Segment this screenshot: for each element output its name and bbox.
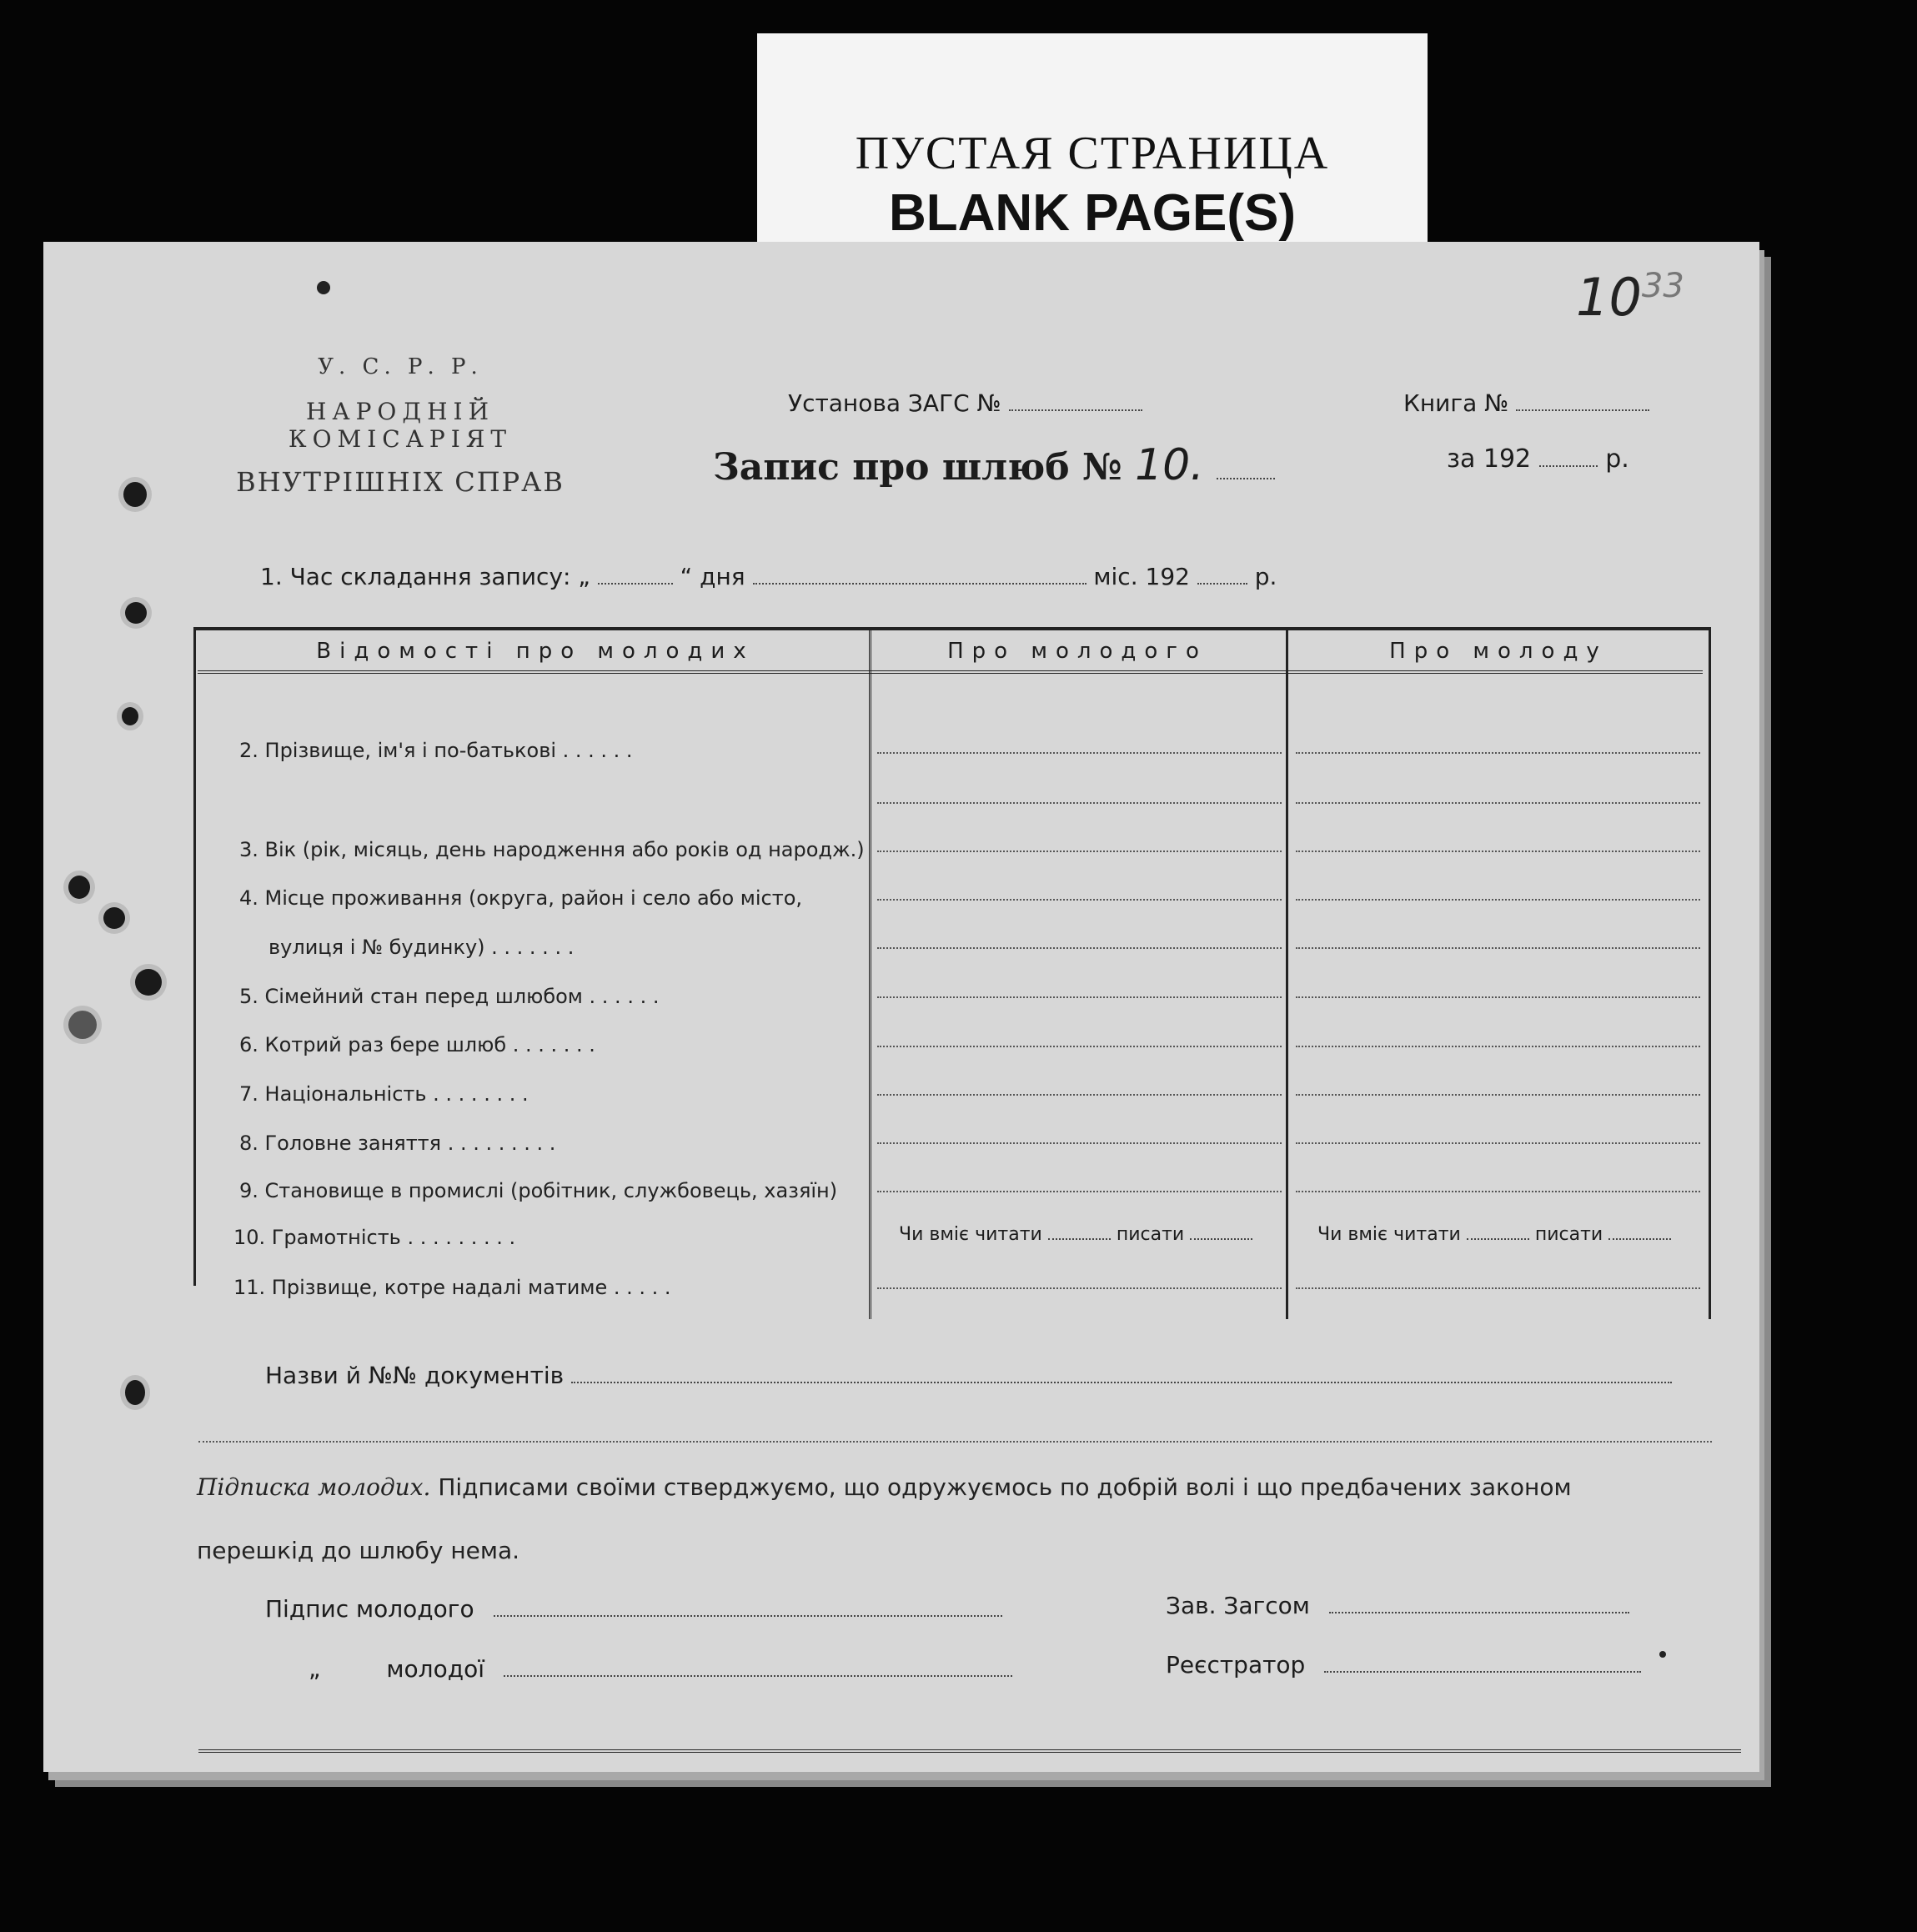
row-marital-status: 5. Сімейний стан перед шлюбом . . . . . . (239, 985, 660, 1008)
punch-hole (68, 1011, 97, 1039)
documents-field (265, 1362, 1672, 1389)
year-field (1447, 444, 1629, 474)
year-suffix: р. (1605, 444, 1629, 474)
groom-fill-line (877, 1046, 1282, 1047)
punch-hole (125, 1380, 145, 1405)
year-label: за 192 (1447, 444, 1532, 474)
groom-signature-label: Підпис молодого (265, 1595, 474, 1623)
bride-signature-field (309, 1655, 1012, 1683)
zags-office-field (788, 389, 1142, 417)
slip-english-label: BLANK PAGE(S) (889, 184, 1296, 242)
groom-fill-line (877, 802, 1282, 804)
bride-fill-line (1296, 947, 1700, 949)
bride-fill-line (1296, 851, 1700, 852)
bride-can-read-label: Чи вміє читати (1317, 1224, 1461, 1245)
record-title-label: Запис про шлюб № (713, 446, 1122, 489)
month-blank (753, 583, 1086, 585)
groom-fill-line (877, 752, 1282, 754)
row-future-surname: 11. Прізвище, котре надалі матиме . . . . . (233, 1276, 671, 1299)
row-industry-status: 9. Становище в промислі (робітник, службовець, хазяїн) (239, 1179, 838, 1202)
record-year-suffix: р. (1254, 563, 1277, 590)
bride-read-blank (1467, 1238, 1529, 1240)
header-info: Відомості про молодих (316, 639, 755, 664)
book-label: Книга № (1403, 389, 1509, 417)
bride-fill-line (1296, 996, 1700, 998)
bride-fill-line (1296, 1287, 1700, 1289)
groom-fill-line (877, 947, 1282, 949)
punch-hole (68, 876, 90, 899)
punch-hole (125, 602, 147, 624)
page-number-main: 10 (1576, 267, 1642, 328)
page-number-superscript: 33 (1641, 267, 1684, 305)
day-label: “ дня (680, 563, 745, 590)
book-field (1403, 389, 1649, 417)
country-label: У. С. Р. Р. (318, 354, 483, 379)
ink-speck (317, 281, 330, 294)
groom-fill-line (877, 899, 1282, 901)
blank-page-slip (757, 33, 1428, 250)
bride-fill-line (1296, 752, 1700, 754)
zags-office-label: Установа ЗАГС № (788, 389, 1001, 417)
groom-read-blank (1048, 1238, 1111, 1240)
groom-fill-line (877, 996, 1282, 998)
commissariat-label: НАРОДНІЙ КОМІСАРІЯТ (288, 398, 513, 453)
bride-fill-line (1296, 1094, 1700, 1096)
head-signature-blank (1329, 1612, 1629, 1613)
row-literacy: 10. Грамотність . . . . . . . . . (233, 1226, 516, 1249)
declaration-line-1 (197, 1473, 1714, 1501)
issuing-authority (204, 354, 596, 498)
declaration-line-2: перешкід до шлюбу нема. (197, 1537, 520, 1564)
year-blank (1539, 465, 1598, 467)
ditto-mark: „ (309, 1655, 321, 1683)
column-divider-groom (869, 627, 871, 1319)
day-blank (598, 583, 673, 585)
bride-signature-label: молодої (386, 1655, 484, 1683)
header-rule (198, 670, 1703, 674)
groom-literacy (899, 1224, 1252, 1245)
groom-fill-line (877, 1287, 1282, 1289)
documents-label: Назви й №№ документів (265, 1362, 565, 1389)
ink-speck (1659, 1651, 1666, 1658)
row-age: 3. Вік (рік, місяць, день народження або років од народж.) (239, 838, 865, 861)
groom-fill-line (877, 1094, 1282, 1096)
header-bride: Про молоду (1389, 639, 1608, 664)
month-label: міс. 192 (1093, 563, 1190, 590)
book-blank (1516, 409, 1649, 411)
record-time-label: 1. Час складання запису: „ (260, 563, 590, 590)
groom-fill-line (877, 1142, 1282, 1144)
row-residence: 4. Місце проживання (округа, район і село або місто, (239, 886, 803, 910)
declaration-text: Підписами своїми стверджуємо, що одружуємось по добрій волі і що предбачених законом (438, 1473, 1572, 1501)
spouses-info-table (193, 627, 1711, 1319)
groom-write-blank (1190, 1238, 1252, 1240)
documents-blank (571, 1382, 1672, 1383)
groom-fill-line (877, 851, 1282, 852)
head-signature-label: Зав. Загсом (1166, 1592, 1310, 1619)
punch-hole (135, 969, 162, 996)
table-left-border (193, 627, 196, 1286)
punch-hole (103, 907, 125, 929)
handwritten-page-number (1576, 267, 1684, 328)
groom-signature-blank (494, 1615, 1002, 1617)
punch-hole (122, 707, 138, 725)
bottom-border (198, 1749, 1741, 1753)
registrar-signature-label: Реєстратор (1166, 1651, 1306, 1679)
record-title (713, 440, 1275, 490)
slip-russian-label: ПУСТАЯ СТРАНИЦА (855, 128, 1330, 179)
row-nationality: 7. Національність . . . . . . . . (239, 1082, 529, 1106)
department-label: ВНУТРІШНІХ СПРАВ (236, 466, 565, 498)
bride-fill-line (1296, 1142, 1700, 1144)
head-signature-field (1166, 1592, 1629, 1619)
row-marriage-count: 6. Котрий раз бере шлюб . . . . . . . (239, 1033, 595, 1056)
registrar-signature-field (1166, 1651, 1641, 1679)
bride-write-blank (1608, 1238, 1671, 1240)
bride-fill-line (1296, 899, 1700, 901)
record-number-handwritten: 10. (1135, 440, 1204, 490)
record-number-blank (1217, 478, 1275, 479)
table-top-border (193, 627, 1711, 630)
groom-can-write-label: писати (1116, 1224, 1185, 1245)
groom-fill-line (877, 1191, 1282, 1192)
bride-fill-line (1296, 802, 1700, 804)
zags-office-blank (1009, 409, 1142, 411)
header-groom: Про молодого (947, 639, 1207, 664)
punch-hole (123, 482, 147, 507)
bride-fill-line (1296, 1046, 1700, 1047)
registrar-signature-blank (1324, 1671, 1641, 1673)
record-year-blank (1197, 583, 1247, 585)
row-full-name: 2. Прізвище, ім'я і по-батькові . . . . . . (239, 739, 633, 762)
bride-fill-line (1296, 1191, 1700, 1192)
row-occupation: 8. Головне заняття . . . . . . . . . (239, 1132, 556, 1155)
column-divider-bride (1286, 627, 1288, 1319)
documents-blank-line-2 (198, 1441, 1712, 1443)
bride-can-write-label: писати (1534, 1224, 1603, 1245)
bride-literacy (1317, 1224, 1671, 1245)
groom-can-read-label: Чи вміє читати (899, 1224, 1042, 1245)
table-right-border (1709, 627, 1711, 1319)
declaration-lead: Підписка молодих. (197, 1473, 431, 1501)
row-residence-cont: вулиця і № будинку) . . . . . . . (268, 936, 575, 959)
bride-signature-blank (504, 1675, 1012, 1677)
groom-signature-field (265, 1595, 1002, 1623)
record-time-row (260, 563, 1277, 590)
